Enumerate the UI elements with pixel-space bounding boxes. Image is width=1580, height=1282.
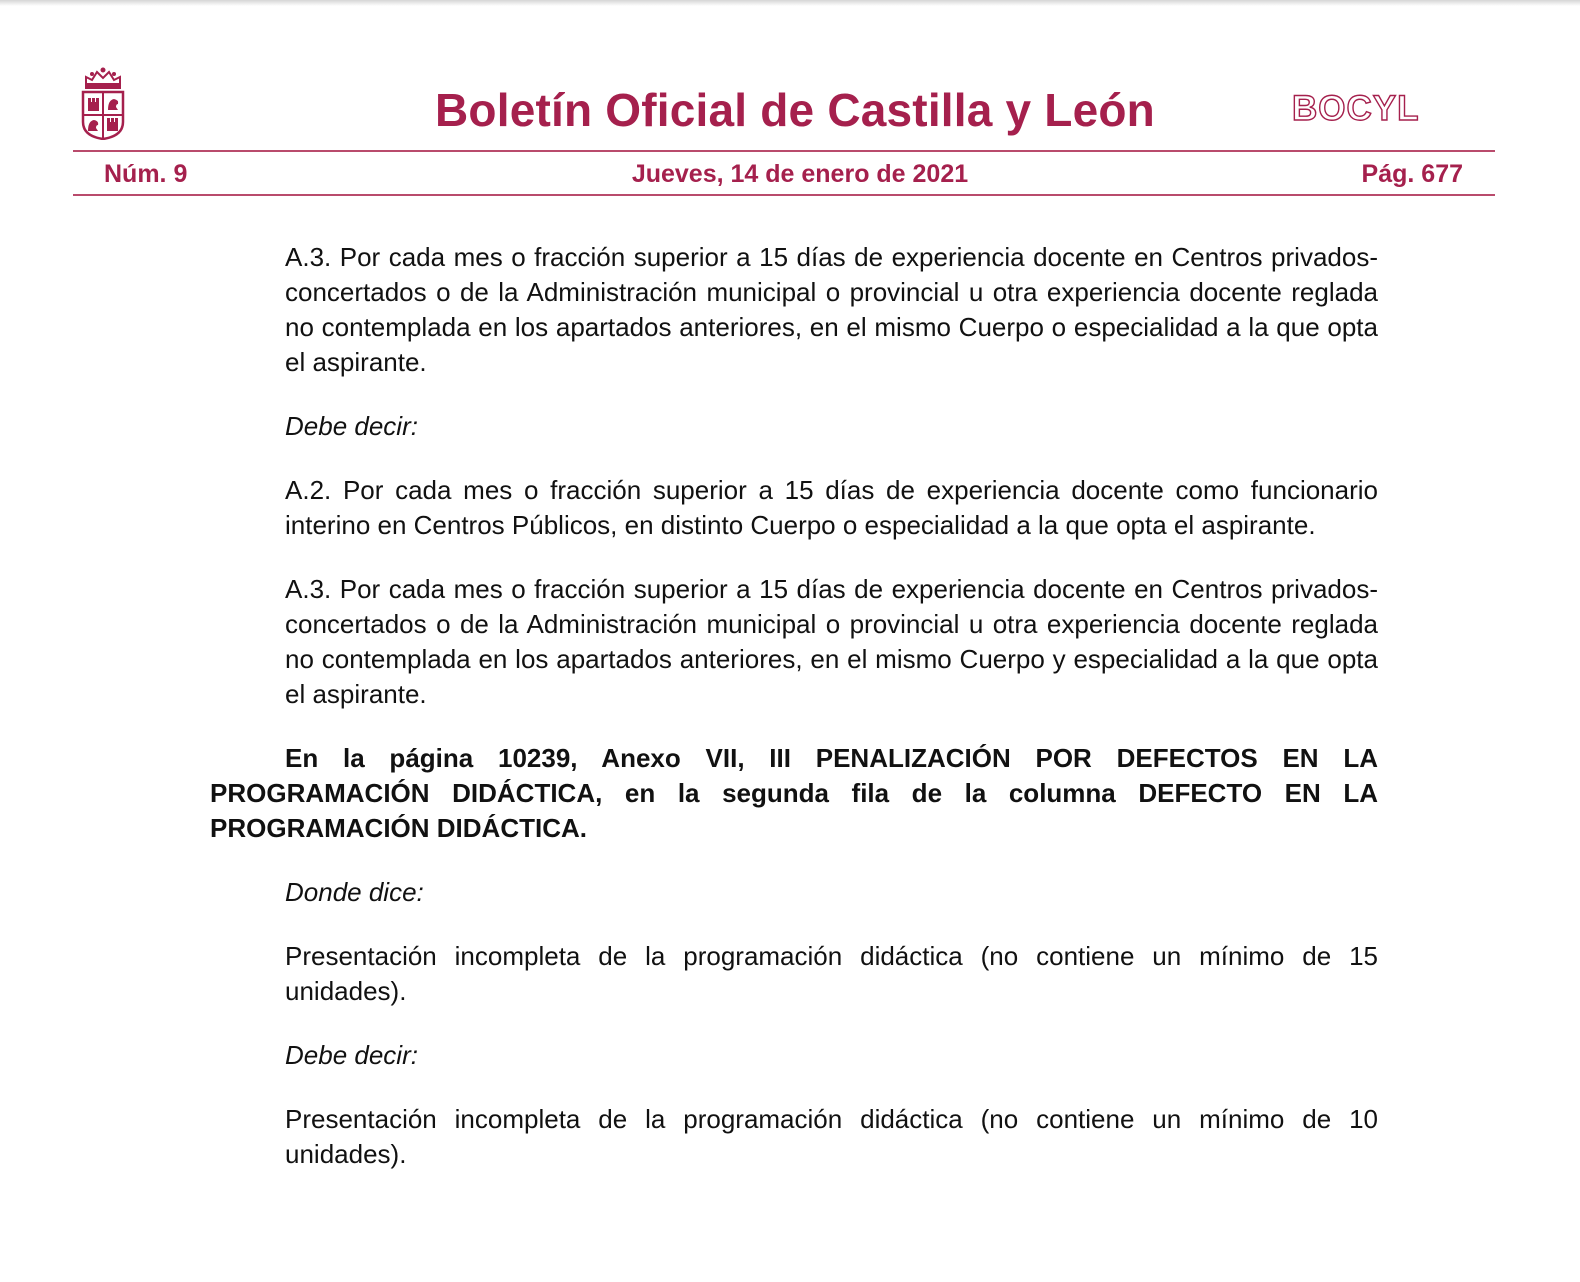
correction-heading: En la página 10239, Anexo VII, III PENALIZACIÓN POR DEFECTOS EN LA PROGRAMACIÓN DIDÁCTICA, en la segunda fila de la columna DEFECTO EN LA PROGRAMACIÓN DIDÁCTICA.: [210, 743, 1378, 843]
coat-of-arms-icon: [80, 66, 126, 140]
paragraph-a3-corrected: A.3. Por cada mes o fracción superior a 15 días de experiencia docente en Centros privados-concertados o de la Administración municipal o provincial u otra experiencia docente reglada no contemplada en los apartados anteriores, en el mismo Cuerpo y especialidad a la que opta el aspirante.: [285, 574, 1378, 709]
page-number: Pág. 677: [1361, 160, 1463, 188]
paragraph-corrected-units: Presentación incompleta de la programación didáctica (no contiene un mínimo de 10 unidades).: [285, 1104, 1378, 1169]
issue-number: Núm. 9: [104, 160, 188, 188]
header-rule-top: [73, 150, 1495, 152]
bocyl-logo: [1292, 88, 1460, 128]
header-rule-bottom: [73, 194, 1495, 196]
paragraph-a2-corrected: A.2. Por cada mes o fracción superior a 15 días de experiencia docente como funcionario interino en Centros Públicos, en distinto Cuerpo o especialidad a la que opta el aspirante.: [285, 475, 1378, 540]
bulletin-title: Boletín Oficial de Castilla y León: [435, 84, 1155, 136]
label-debe-decir: Debe decir:: [285, 411, 418, 441]
document-body: [210, 240, 1378, 1201]
label-donde-dice: Donde dice:: [285, 877, 424, 907]
paragraph-a3-original: A.3. Por cada mes o fracción superior a 15 días de experiencia docente en Centros privados-concertados o de la Administración municipal o provincial u otra experiencia docente reglada no contemplada en los apartados anteriores, en el mismo Cuerpo o especialidad a la que opta el aspirante.: [285, 242, 1378, 377]
svg-text:BOCYL: BOCYL: [1292, 89, 1420, 128]
paragraph-original-units: Presentación incompleta de la programación didáctica (no contiene un mínimo de 15 unidades).: [285, 941, 1378, 1006]
issue-date: Jueves, 14 de enero de 2021: [631, 160, 969, 188]
label-debe-decir-2: Debe decir:: [285, 1040, 418, 1070]
